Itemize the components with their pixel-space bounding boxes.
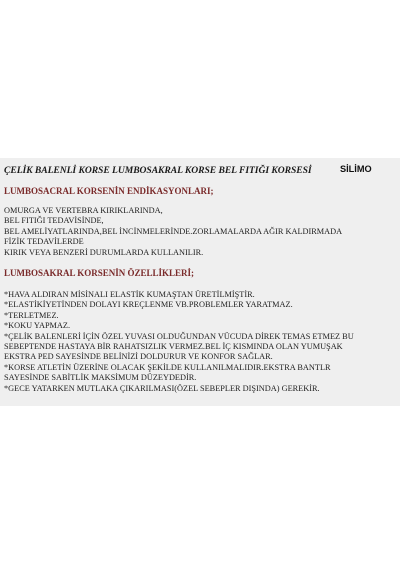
feature-line: *ELASTİKİYETİNDEN DOLAYI KREÇLENME VB.PROBLEMLER YARATMAZ. [4,300,293,310]
section-heading-indications: LUMBOSACRAL KORSENİN ENDİKASYONLARI; [4,186,214,196]
feature-line: *KOKU YAPMAZ. [4,321,71,331]
document-title: ÇELİK BALENLİ KORSE LUMBOSAKRAL KORSE BEL FITIĞI KORSESİ [4,165,312,176]
indications-list [4,206,342,258]
feature-line: *GECE YATARKEN MUTLAKA ÇIKARILMASI(ÖZEL SEBEPLER DIŞINDA) GEREKİR. [4,383,320,393]
indication-line: OMURGA VE VERTEBRA KIRIKLARINDA, [4,206,163,215]
feature-line: EKSTRA PED SAYESİNDE BELİNİZİ DOLDURUR VE KONFOR SAĞLAR. [4,352,273,362]
title-row [4,165,400,179]
feature-line: SAYESİNDE SABİTLİK MAKSİMUM DÜZEYDEDİR. [4,373,197,383]
feature-line: *KORSE ATLETİN ÜZERİNE OLACAK ŞEKİLDE KULLANILMALIDIR.EKSTRA BANTLR [4,362,331,372]
indication-line: BEL FITIĞI TEDAVİSİNDE, [4,216,104,226]
indication-line: BEL AMELİYATLARINDA,BEL İNCİNMELERİNDE.ZORLAMALARDA AĞIR KALDIRMADA [4,226,343,236]
section-heading-features: LUMBOSAKRAL KORSENİN ÖZELLİKLERİ; [4,268,195,278]
feature-line: SEBEPTENDE HASTAYA BİR RAHATSIZLIK VERMEZ.BEL İÇ KISMINDA OLAN YUMUŞAK [4,341,343,351]
feature-line: *TERLETMEZ. [4,310,59,320]
feature-line: *ÇELİK BALENLERİ İÇİN ÖZEL YUVASI OLDUĞUNDAN VÜCUDA DİREK TEMAS ETMEZ BU [4,331,354,341]
brand-name: SİLİMO [340,164,372,174]
features-list [4,290,354,394]
indication-line: KIRIK VEYA BENZERİ DURUMLARDA KULLANILIR. [4,247,204,257]
feature-line: *HAVA ALDIRAN MİSİNALI ELASTİK KUMAŞTAN ÜRETİLMİŞTİR. [4,290,255,299]
indication-line: FİZİK TEDAVİLERDE [4,237,84,247]
